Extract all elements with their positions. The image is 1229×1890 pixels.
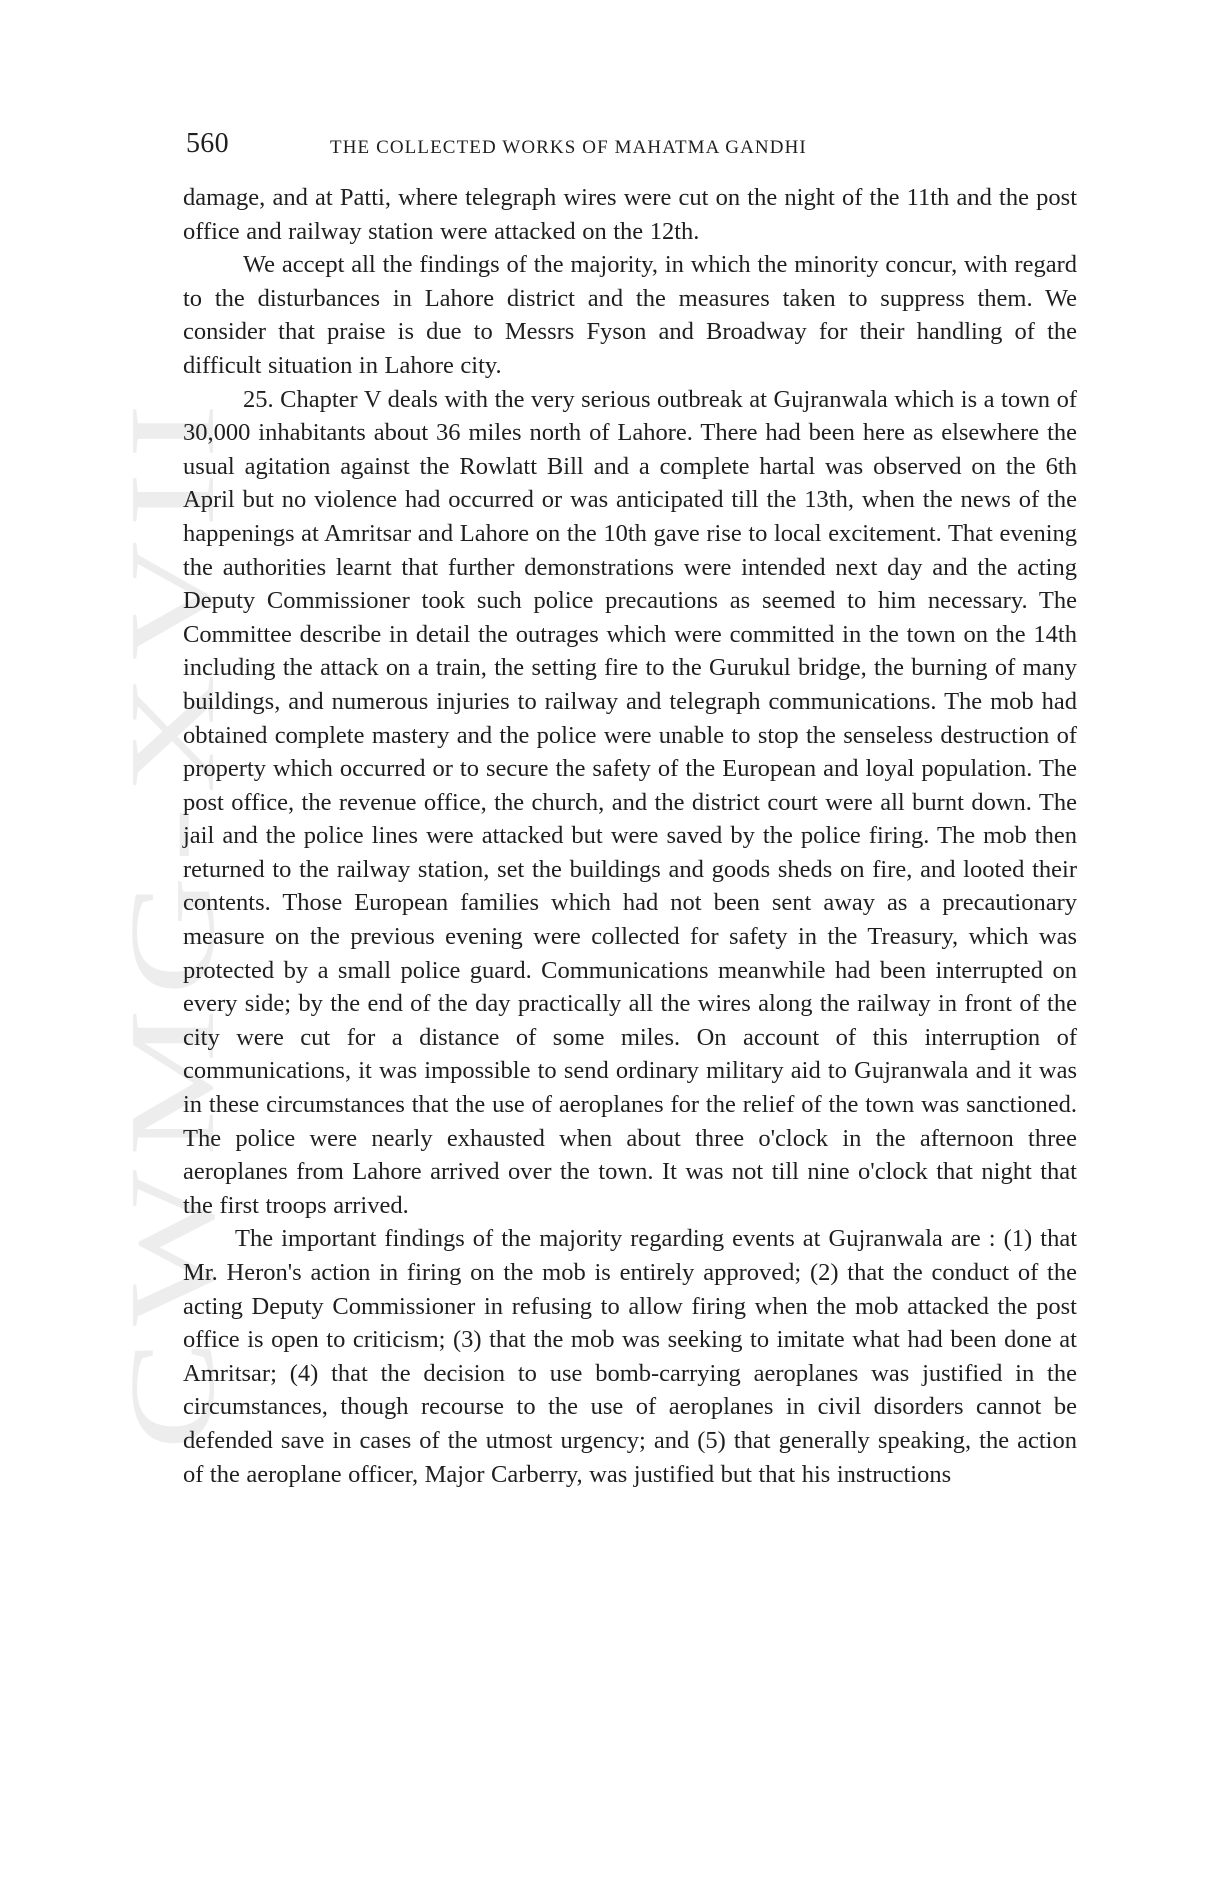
- page-number: 560: [186, 128, 229, 159]
- paragraph-gujranwala-findings: The important findings of the majority regarding events at Gujranwala are : (1) that Mr. Heron's action in firing on the mob is entirely approved; (2) that the conduct of the acting Deputy Commissioner in refusing to allow firing when the mob attacked the post office is open to criticism; (3) that the mob was seeking to imitate what had been done at Amritsar; (4) that the decision to use bomb-carrying aeroplanes was justified in the circumstances, though recourse to the use of aeroplanes in civil disorders cannot be defended save in cases of the utmost urgency; and (5) that generally speaking, the action of the aeroplane officer, Major Carberry, was justified but that his instructions: [183, 1225, 1077, 1488]
- watermark-text: CWMG-XVII: [105, 668, 240, 1450]
- running-head: THE COLLECTED WORKS OF MAHATMA GANDHI: [330, 137, 807, 158]
- body-text: [183, 181, 1077, 1491]
- paragraph-gujranwala-outbreak: 25. Chapter V deals with the very serious outbreak at Gujranwala which is a town of 30,000 inhabitants about 36 miles north of Lahore. There had been here as elsewhere the usual agitation against the Rowlatt Bill and a complete hartal was observed on the 6th April but no violence had occurred or was anticipated till the 13th, when the news of the happenings at Amritsar and Lahore on the 10th gave rise to local excitement. That evening the authorities learnt that further demonstrations were intended next day and the acting Deputy Commissioner took such police precautions as seemed to him necessary. The Committee describe in detail the outrages which were committed in the town on the 14th including the attack on a train, the setting fire to the Gurukul bridge, the burning of many buildings, and numerous injuries to railway and telegraph communications. The mob had obtained complete mastery and the police were unable to stop the senseless destruction of property which occurred or to secure the safety of the European and loyal population. The post office, the revenue office, the church, and the district court were all burnt down. The jail and the police lines were attacked but were saved by the police firing. The mob then returned to the railway station, set the buildings and goods sheds on fire, and looted their contents. Those European families which had not been sent away as a precautionary measure on the previous evening were collected for safety in the Treasury, which was protected by a small police guard. Communications meanwhile had been interrupted on every side; by the end of the day practically all the wires along the railway in front of the city were cut for a distance of some miles. On account of this interruption of communications, it was impossible to send ordinary military aid to Gujranwala and it was in these circumstances that the use of aeroplanes for the relief of the town was sanctioned. The police were nearly exhausted when about three o'clock in the afternoon three aeroplanes from Lahore arrived over the town. It was not till nine o'clock that night that the first troops arrived.: [183, 385, 1077, 1219]
- page-header: [186, 128, 1078, 172]
- paragraph-continuation: damage, and at Patti, where telegraph wires were cut on the night of the 11th and the post office and railway station were attacked on the 12th.: [183, 184, 1077, 245]
- paragraph-lahore-findings: We accept all the findings of the majority, in which the minority concur, with regard to the disturbances in Lahore district and the measures taken to suppress them. We consider that praise is due to Messrs Fyson and Broadway for their handling of the difficult situation in Lahore city.: [183, 251, 1077, 379]
